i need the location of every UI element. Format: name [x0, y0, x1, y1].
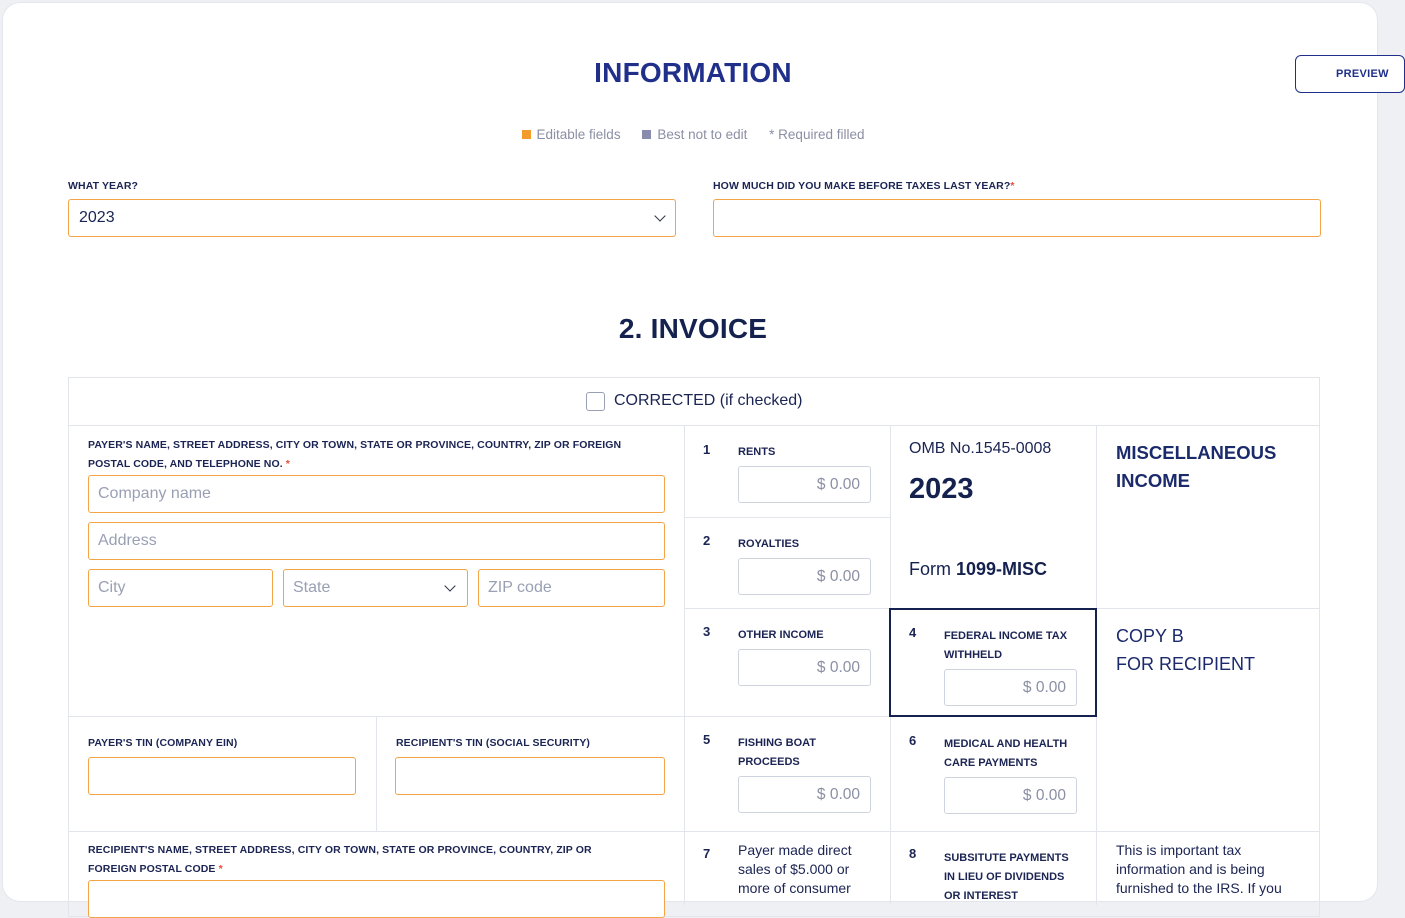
other-income-input[interactable]: $ 0.00	[738, 649, 871, 686]
box3-number: 3	[703, 624, 711, 639]
year-select[interactable]: 2023	[68, 199, 676, 237]
box5-number: 5	[703, 732, 711, 747]
address-input[interactable]: Address	[88, 522, 665, 560]
payer-tin-label: PAYER'S TIN (COMPANY EIN)	[88, 737, 238, 749]
recipient-tin-input[interactable]	[395, 757, 665, 795]
form-card	[2, 2, 1389, 902]
payer-label: PAYER'S NAME, STREET ADDRESS, CITY OR TOWN, STATE OR PROVINCE, COUNTRY, ZIP OR FOREIGN POSTAL CODE, AND TELEPHONE NO. *	[88, 439, 622, 470]
box7-number: 7	[703, 846, 711, 861]
form-year: 2023	[909, 473, 974, 505]
payer-tin-input[interactable]	[88, 757, 356, 795]
year-label: WHAT YEAR?	[68, 180, 139, 192]
fishing-boat-input[interactable]: $ 0.00	[738, 776, 871, 813]
preview-button[interactable]: PREVIEW	[1295, 55, 1405, 93]
corrected-checkbox[interactable]	[586, 392, 605, 411]
misc-income-title: MISCELLANEOUS INCOME	[1116, 442, 1277, 491]
box1-label: RENTS	[738, 446, 776, 458]
box3-label: OTHER INCOME	[738, 629, 824, 641]
box8-label: SUBSITUTE PAYMENTS IN LIEU OF DIVIDENDS OR INTEREST	[944, 852, 1069, 902]
chevron-down-icon	[654, 210, 665, 221]
box6-label: MEDICAL AND HEALTH CARE PAYMENTS	[944, 738, 1068, 769]
box1-number: 1	[703, 442, 711, 457]
copy-b-title: COPY B FOR RECIPIENT	[1116, 626, 1256, 674]
box2-number: 2	[703, 533, 711, 548]
zip-input[interactable]: ZIP code	[478, 569, 665, 607]
box4-label: FEDERAL INCOME TAX WITHHELD	[944, 630, 1068, 661]
legend	[3, 127, 1383, 142]
orange-square-icon	[522, 130, 531, 139]
recipient-name-input[interactable]	[88, 880, 665, 918]
irs-notice: This is important tax information and is being furnished to the IRS. If you	[1116, 842, 1282, 896]
federal-tax-input[interactable]: $ 0.00	[944, 669, 1077, 706]
corrected-label: CORRECTED (if checked)	[614, 392, 803, 409]
rents-input[interactable]: $ 0.00	[738, 466, 871, 503]
legend-best-not: Best not to edit	[642, 127, 747, 142]
page-title: INFORMATION	[594, 57, 792, 88]
recipient-tin-label: RECIPIENT'S TIN (SOCIAL SECURITY)	[396, 737, 591, 749]
income-input[interactable]	[713, 199, 1321, 237]
omb-number: OMB No.1545-0008	[909, 440, 1052, 457]
box8-number: 8	[909, 846, 917, 861]
legend-required: * Required filled	[769, 127, 865, 142]
box6-number: 6	[909, 733, 917, 748]
legend-editable: Editable fields	[522, 127, 621, 142]
section-title: 2. INVOICE	[618, 313, 768, 344]
form-name: Form 1099-MISC	[909, 559, 1048, 579]
income-label: HOW MUCH DID YOU MAKE BEFORE TAXES LAST YEAR?*	[713, 180, 1015, 192]
box2-label: ROYALTIES	[738, 538, 800, 550]
purple-square-icon	[642, 130, 651, 139]
box4-number: 4	[909, 625, 917, 640]
chevron-down-icon	[444, 580, 455, 591]
city-input[interactable]: City	[88, 569, 273, 607]
recipient-label: RECIPIENT'S NAME, STREET ADDRESS, CITY OR TOWN, STATE OR PROVINCE, COUNTRY, ZIP OR FOREIGN POSTAL CODE *	[88, 844, 592, 875]
medical-input[interactable]: $ 0.00	[944, 777, 1077, 814]
state-select[interactable]: State	[283, 569, 468, 607]
company-name-input[interactable]: Company name	[88, 475, 665, 513]
box7-text: Payer made direct sales of $5.000 or more of consumer	[738, 842, 852, 896]
royalties-input[interactable]: $ 0.00	[738, 558, 871, 595]
box5-label: FISHING BOAT PROCEEDS	[738, 737, 817, 768]
